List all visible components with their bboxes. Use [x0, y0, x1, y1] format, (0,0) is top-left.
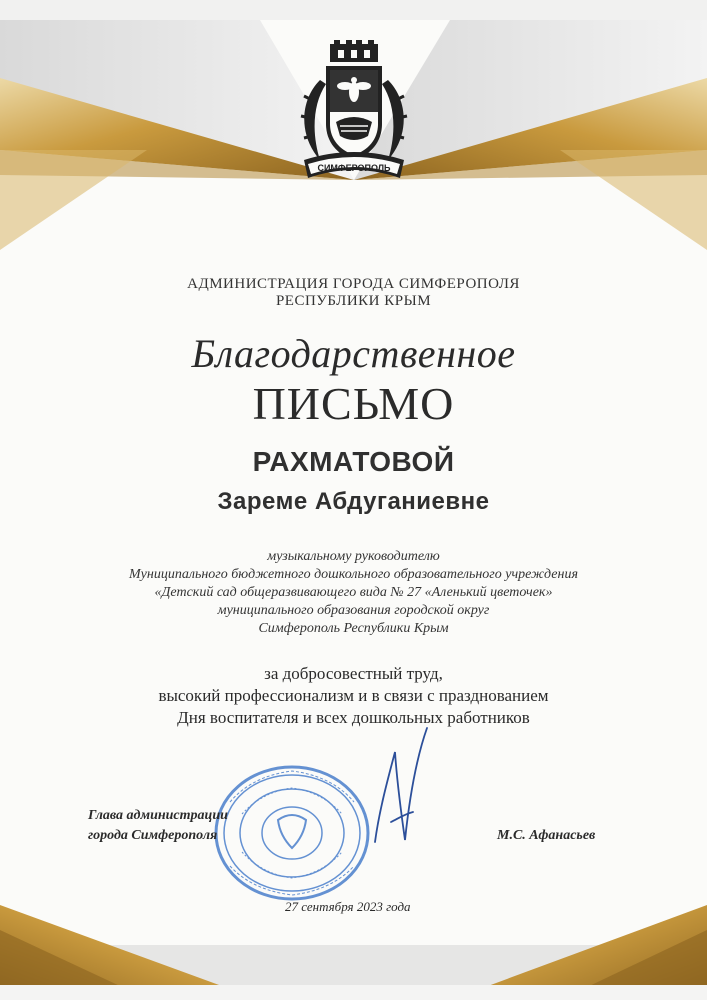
- issue-date: 27 сентября 2023 года: [285, 899, 411, 914]
- handwritten-signature-icon: [365, 722, 435, 852]
- recipient-position-line: «Детский сад общеразвивающего вида № 27 «Аленький цветочек»: [154, 585, 553, 600]
- recipient-surname: РАХМАТОВОЙ: [252, 446, 455, 477]
- signatory-name: М.С. Афанасьев: [497, 828, 596, 843]
- recipient-position-line: музыкальному руководителю: [267, 549, 440, 564]
- recipient-given-names: Зареме Абдуганиевне: [217, 488, 490, 515]
- award-reason-line: за добросовестный труд,: [264, 664, 443, 683]
- recipient-position-line: муниципального образования городской округ: [217, 603, 490, 618]
- signatory-title-line: города Симферополя: [88, 828, 218, 843]
- official-stamp-icon: [212, 762, 372, 904]
- simferopol-coat-of-arms-icon: [290, 40, 418, 190]
- award-reason-line: высокий профессионализм и в связи с празднованием: [158, 686, 549, 705]
- document-title: ПИСЬМО: [252, 378, 455, 429]
- recipient-position-line: Муниципального бюджетного дошкольного образовательного учреждения: [129, 567, 578, 582]
- administration-title: АДМИНИСТРАЦИЯ ГОРОДА СИМФЕРОПОЛЯ: [187, 276, 520, 292]
- award-reason-line: Дня воспитателя и всех дошкольных работников: [177, 708, 530, 727]
- signatory-title-line: Глава администрации: [88, 808, 228, 823]
- recipient-position-line: Симферополь Республики Крым: [258, 621, 449, 636]
- emblem-ribbon-text: СИМФЕРОПОЛЬ: [317, 163, 391, 173]
- administration-region: РЕСПУБЛИКИ КРЫМ: [275, 293, 432, 309]
- document-title-script: Благодарственное: [191, 331, 516, 376]
